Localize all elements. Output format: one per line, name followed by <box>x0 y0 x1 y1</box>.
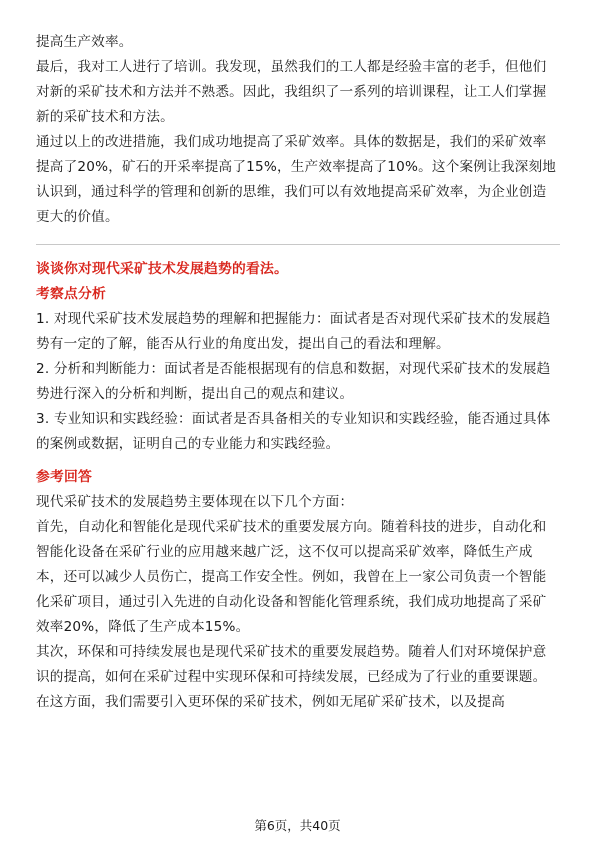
question-heading: 谈谈你对现代采矿技术发展趋势的看法。 <box>36 261 288 277</box>
answer-paragraph: 其次，环保和可持续发展也是现代采矿技术的重要发展趋势。随着人们对环境保护意识的提高，如何在采矿过程中实现环保和可持续发展，已经成为了行业的重要课题。在这方面，我们需要引入更环保的采矿技术，例如无尾矿采矿技术，以及提高 <box>36 644 547 710</box>
analysis-item: 2. 分析和判断能力：面试者是否能根据现有的信息和数据，对现代采矿技术的发展趋势进行深入的分析和判断，提出自己的观点和建议。 <box>36 361 551 402</box>
analysis-title: 考察点分析 <box>36 286 106 302</box>
section-divider <box>36 244 560 245</box>
document-page <box>36 30 560 715</box>
analysis-item: 3. 专业知识和实践经验：面试者是否具备相关的专业知识和实践经验，能否通过具体的案例或数据，证明自己的专业能力和实践经验。 <box>36 411 551 452</box>
intro-paragraph: 最后，我对工人进行了培训。我发现，虽然我们的工人都是经验丰富的老手，但他们对新的采矿技术和方法并不熟悉。因此，我组织了一系列的培训课程，让工人们掌握新的采矿技术和方法。 <box>36 59 547 125</box>
answer-paragraph: 现代采矿技术的发展趋势主要体现在以下几个方面： <box>36 494 354 510</box>
analysis-item: 1. 对现代采矿技术发展趋势的理解和把握能力：面试者是否对现代采矿技术的发展趋势有一定的了解，能否从行业的角度出发，提出自己的看法和理解。 <box>36 311 551 352</box>
answer-paragraph: 首先，自动化和智能化是现代采矿技术的重要发展方向。随着科技的进步，自动化和智能化设备在采矿行业的应用越来越广泛，这不仅可以提高采矿效率，降低生产成本，还可以减少人员伤亡，提高工作安全性。例如，我曾在上一家公司负责一个智能化采矿项目，通过引入先进的自动化设备和智能化管理系统，我们成功地提高了采矿效率20%，降低了生产成本15%。 <box>36 519 547 635</box>
intro-paragraph: 通过以上的改进措施，我们成功地提高了采矿效率。具体的数据是，我们的采矿效率提高了20%，矿石的开采率提高了15%，生产效率提高了10%。这个案例让我深刻地认识到，通过科学的管理和创新的思维，我们可以有效地提高采矿效率，为企业创造更大的价值。 <box>36 134 557 225</box>
answer-title: 参考回答 <box>36 469 92 485</box>
page-footer: 第6页，共40页 <box>254 818 341 833</box>
intro-paragraph: 提高生产效率。 <box>36 34 133 50</box>
